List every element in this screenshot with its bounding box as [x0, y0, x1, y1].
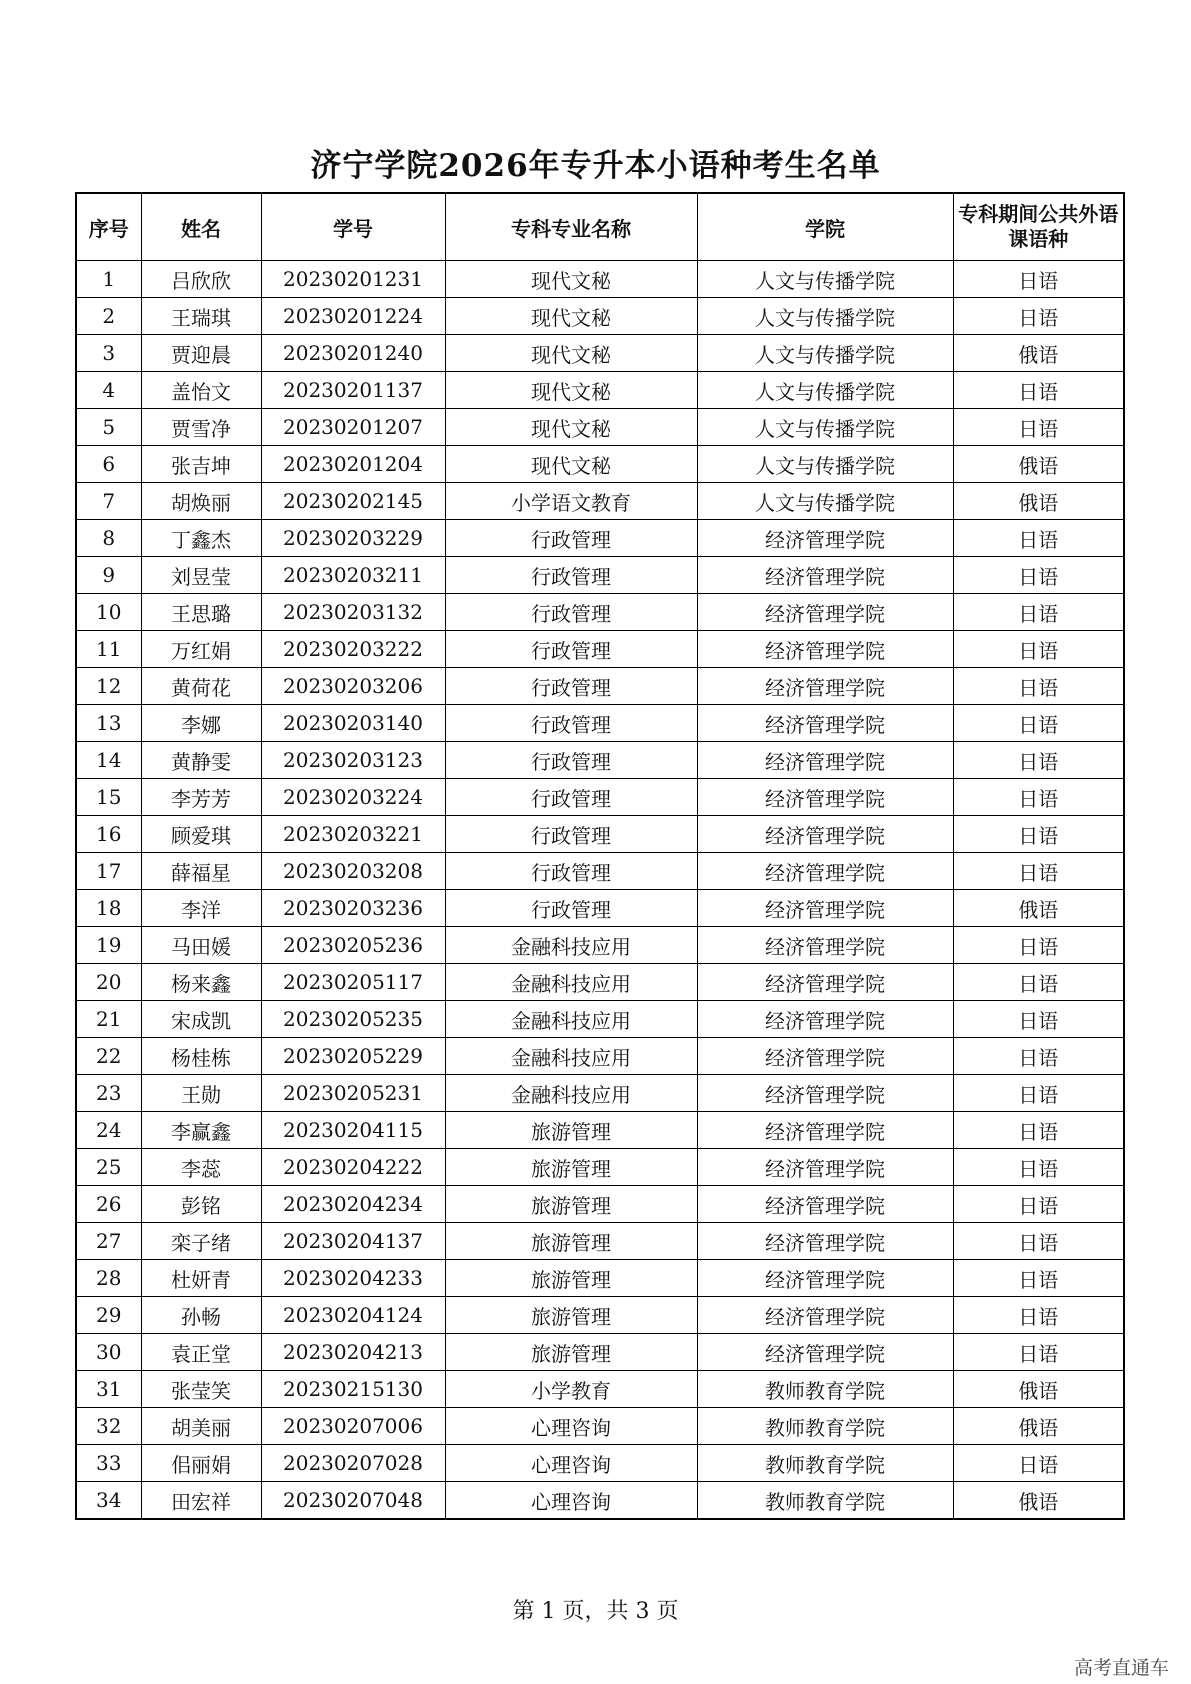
cell-name: 杜妍青: [141, 1260, 261, 1297]
cell-college: 经济管理学院: [697, 1186, 953, 1223]
cell-language: 日语: [953, 1149, 1124, 1186]
cell-name: 万红娟: [141, 631, 261, 668]
cell-college: 经济管理学院: [697, 705, 953, 742]
cell-student-id: 20230207028: [261, 1445, 445, 1482]
page-footer: 第 1 页，共 3 页: [512, 1599, 679, 1624]
cell-college: 教师教育学院: [697, 1371, 953, 1408]
cell-college: 教师教育学院: [697, 1482, 953, 1520]
cell-index: 12: [76, 668, 141, 705]
cell-index: 20: [76, 964, 141, 1001]
cell-language: 日语: [953, 816, 1124, 853]
cell-major: 行政管理: [445, 668, 697, 705]
cell-major: 现代文秘: [445, 372, 697, 409]
cell-language: 日语: [953, 298, 1124, 335]
cell-major: 行政管理: [445, 816, 697, 853]
cell-student-id: 20230205231: [261, 1075, 445, 1112]
cell-name: 宋成凯: [141, 1001, 261, 1038]
table-row: [76, 853, 1124, 890]
cell-name: 彭铭: [141, 1186, 261, 1223]
table-row: [76, 1408, 1124, 1445]
table-row: [76, 927, 1124, 964]
cell-major: 金融科技应用: [445, 1075, 697, 1112]
cell-college: 经济管理学院: [697, 964, 953, 1001]
cell-index: 2: [76, 298, 141, 335]
cell-college: 人文与传播学院: [697, 372, 953, 409]
cell-college: 经济管理学院: [697, 1038, 953, 1075]
cell-student-id: 20230205235: [261, 1001, 445, 1038]
table-row: [76, 1260, 1124, 1297]
cell-major: 行政管理: [445, 853, 697, 890]
cell-name: 栾子绪: [141, 1223, 261, 1260]
cell-language: 日语: [953, 594, 1124, 631]
table-row: [76, 409, 1124, 446]
cell-major: 现代文秘: [445, 335, 697, 372]
table-row: [76, 1186, 1124, 1223]
cell-index: 28: [76, 1260, 141, 1297]
cell-language: 日语: [953, 705, 1124, 742]
cell-name: 李赢鑫: [141, 1112, 261, 1149]
cell-major: 行政管理: [445, 779, 697, 816]
cell-language: 日语: [953, 1001, 1124, 1038]
cell-college: 经济管理学院: [697, 1223, 953, 1260]
cell-index: 10: [76, 594, 141, 631]
cell-college: 经济管理学院: [697, 1149, 953, 1186]
cell-index: 9: [76, 557, 141, 594]
table-row: [76, 1445, 1124, 1482]
cell-index: 5: [76, 409, 141, 446]
cell-college: 经济管理学院: [697, 1075, 953, 1112]
cell-language: 日语: [953, 1297, 1124, 1334]
cell-major: 旅游管理: [445, 1149, 697, 1186]
cell-major: 金融科技应用: [445, 1038, 697, 1075]
cell-index: 13: [76, 705, 141, 742]
watermark-text: 高考直通车: [1073, 1657, 1169, 1679]
cell-student-id: 20230207048: [261, 1482, 445, 1520]
cell-name: 胡焕丽: [141, 483, 261, 520]
header-college: 学院: [697, 193, 953, 261]
cell-language: 日语: [953, 964, 1124, 1001]
cell-name: 袁正堂: [141, 1334, 261, 1371]
cell-major: 心理咨询: [445, 1445, 697, 1482]
cell-major: 金融科技应用: [445, 964, 697, 1001]
cell-college: 经济管理学院: [697, 631, 953, 668]
table-row: [76, 1149, 1124, 1186]
table-row: [76, 668, 1124, 705]
table-row: [76, 372, 1124, 409]
cell-student-id: 20230201231: [261, 261, 445, 298]
cell-language: 日语: [953, 261, 1124, 298]
cell-name: 贾雪净: [141, 409, 261, 446]
cell-index: 17: [76, 853, 141, 890]
cell-major: 心理咨询: [445, 1408, 697, 1445]
cell-college: 经济管理学院: [697, 1001, 953, 1038]
cell-language: 日语: [953, 1223, 1124, 1260]
cell-college: 经济管理学院: [697, 520, 953, 557]
cell-major: 行政管理: [445, 705, 697, 742]
cell-college: 人文与传播学院: [697, 261, 953, 298]
table-row: [76, 816, 1124, 853]
cell-college: 经济管理学院: [697, 668, 953, 705]
cell-student-id: 20230203206: [261, 668, 445, 705]
table-row: [76, 335, 1124, 372]
cell-college: 人文与传播学院: [697, 298, 953, 335]
table-row: [76, 446, 1124, 483]
cell-college: 教师教育学院: [697, 1445, 953, 1482]
cell-college: 教师教育学院: [697, 1408, 953, 1445]
student-roster-table: [75, 192, 1125, 1520]
cell-index: 6: [76, 446, 141, 483]
table-body: [76, 261, 1124, 1520]
cell-name: 黄荷花: [141, 668, 261, 705]
cell-name: 李洋: [141, 890, 261, 927]
cell-college: 经济管理学院: [697, 1112, 953, 1149]
cell-student-id: 20230203221: [261, 816, 445, 853]
cell-student-id: 20230204234: [261, 1186, 445, 1223]
table-row: [76, 742, 1124, 779]
cell-student-id: 20230205229: [261, 1038, 445, 1075]
cell-language: 日语: [953, 1038, 1124, 1075]
cell-language: 日语: [953, 779, 1124, 816]
table-row: [76, 261, 1124, 298]
cell-name: 胡美丽: [141, 1408, 261, 1445]
table-row: [76, 594, 1124, 631]
table-row: [76, 1223, 1124, 1260]
cell-student-id: 20230204222: [261, 1149, 445, 1186]
cell-college: 经济管理学院: [697, 1334, 953, 1371]
table-row: [76, 557, 1124, 594]
cell-language: 日语: [953, 1186, 1124, 1223]
cell-language: 日语: [953, 372, 1124, 409]
cell-college: 人文与传播学院: [697, 483, 953, 520]
table-row: [76, 705, 1124, 742]
cell-index: 30: [76, 1334, 141, 1371]
cell-student-id: 20230201137: [261, 372, 445, 409]
cell-language: 日语: [953, 853, 1124, 890]
cell-name: 张莹笑: [141, 1371, 261, 1408]
cell-language: 俄语: [953, 1371, 1124, 1408]
cell-language: 日语: [953, 631, 1124, 668]
cell-college: 人文与传播学院: [697, 335, 953, 372]
cell-language: 俄语: [953, 446, 1124, 483]
cell-student-id: 20230203229: [261, 520, 445, 557]
cell-index: 31: [76, 1371, 141, 1408]
cell-language: 日语: [953, 1445, 1124, 1482]
cell-index: 18: [76, 890, 141, 927]
cell-student-id: 20230203132: [261, 594, 445, 631]
cell-name: 顾爱琪: [141, 816, 261, 853]
cell-major: 旅游管理: [445, 1297, 697, 1334]
cell-college: 经济管理学院: [697, 557, 953, 594]
cell-index: 24: [76, 1112, 141, 1149]
cell-student-id: 20230203123: [261, 742, 445, 779]
cell-index: 22: [76, 1038, 141, 1075]
header-major: 专科专业名称: [445, 193, 697, 261]
cell-student-id: 20230201240: [261, 335, 445, 372]
table-row: [76, 1001, 1124, 1038]
cell-student-id: 20230215130: [261, 1371, 445, 1408]
cell-student-id: 20230203211: [261, 557, 445, 594]
cell-college: 人文与传播学院: [697, 446, 953, 483]
table-row: [76, 483, 1124, 520]
cell-student-id: 20230203208: [261, 853, 445, 890]
cell-name: 张吉坤: [141, 446, 261, 483]
cell-college: 经济管理学院: [697, 1297, 953, 1334]
cell-student-id: 20230204115: [261, 1112, 445, 1149]
cell-name: 盖怡文: [141, 372, 261, 409]
cell-index: 34: [76, 1482, 141, 1520]
cell-major: 行政管理: [445, 557, 697, 594]
document-title: 济宁学院2026年专升本小语种考生名单: [310, 148, 881, 184]
table-row: [76, 1482, 1124, 1520]
cell-index: 1: [76, 261, 141, 298]
cell-major: 旅游管理: [445, 1223, 697, 1260]
cell-name: 刘昱莹: [141, 557, 261, 594]
cell-name: 王勋: [141, 1075, 261, 1112]
header-index: 序号: [76, 193, 141, 261]
cell-major: 现代文秘: [445, 261, 697, 298]
cell-college: 经济管理学院: [697, 742, 953, 779]
header-name: 姓名: [141, 193, 261, 261]
cell-major: 行政管理: [445, 631, 697, 668]
cell-college: 经济管理学院: [697, 816, 953, 853]
cell-language: 日语: [953, 1260, 1124, 1297]
cell-student-id: 20230202145: [261, 483, 445, 520]
cell-language: 日语: [953, 1334, 1124, 1371]
cell-language: 俄语: [953, 335, 1124, 372]
cell-major: 行政管理: [445, 742, 697, 779]
cell-major: 旅游管理: [445, 1186, 697, 1223]
cell-name: 丁鑫杰: [141, 520, 261, 557]
cell-college: 人文与传播学院: [697, 409, 953, 446]
cell-name: 田宏祥: [141, 1482, 261, 1520]
cell-major: 现代文秘: [445, 409, 697, 446]
cell-language: 俄语: [953, 1408, 1124, 1445]
cell-major: 行政管理: [445, 520, 697, 557]
table-row: [76, 1371, 1124, 1408]
cell-language: 日语: [953, 557, 1124, 594]
cell-index: 27: [76, 1223, 141, 1260]
cell-student-id: 20230201204: [261, 446, 445, 483]
cell-name: 王瑞琪: [141, 298, 261, 335]
cell-major: 旅游管理: [445, 1260, 697, 1297]
cell-name: 贾迎晨: [141, 335, 261, 372]
cell-language: 日语: [953, 520, 1124, 557]
table-row: [76, 1038, 1124, 1075]
table-row: [76, 1297, 1124, 1334]
table-row: [76, 1334, 1124, 1371]
cell-index: 14: [76, 742, 141, 779]
cell-index: 19: [76, 927, 141, 964]
cell-major: 金融科技应用: [445, 1001, 697, 1038]
cell-name: 李蕊: [141, 1149, 261, 1186]
cell-index: 29: [76, 1297, 141, 1334]
cell-name: 李娜: [141, 705, 261, 742]
cell-index: 4: [76, 372, 141, 409]
cell-index: 3: [76, 335, 141, 372]
table-row: [76, 298, 1124, 335]
cell-name: 杨桂栋: [141, 1038, 261, 1075]
cell-college: 经济管理学院: [697, 779, 953, 816]
cell-student-id: 20230203222: [261, 631, 445, 668]
cell-name: 马田媛: [141, 927, 261, 964]
header-student-id: 学号: [261, 193, 445, 261]
cell-student-id: 20230205236: [261, 927, 445, 964]
header-language: 专科期间公共外语课语种: [953, 193, 1124, 261]
cell-index: 23: [76, 1075, 141, 1112]
cell-college: 经济管理学院: [697, 853, 953, 890]
cell-language: 俄语: [953, 483, 1124, 520]
cell-major: 小学语文教育: [445, 483, 697, 520]
cell-student-id: 20230204137: [261, 1223, 445, 1260]
cell-language: 日语: [953, 1112, 1124, 1149]
cell-major: 小学教育: [445, 1371, 697, 1408]
cell-major: 行政管理: [445, 890, 697, 927]
cell-index: 21: [76, 1001, 141, 1038]
cell-major: 旅游管理: [445, 1112, 697, 1149]
cell-college: 经济管理学院: [697, 927, 953, 964]
table-row: [76, 779, 1124, 816]
cell-major: 现代文秘: [445, 298, 697, 335]
cell-index: 11: [76, 631, 141, 668]
table-header-row: [76, 193, 1124, 261]
cell-college: 经济管理学院: [697, 890, 953, 927]
cell-student-id: 20230207006: [261, 1408, 445, 1445]
cell-name: 佀丽娟: [141, 1445, 261, 1482]
cell-language: 日语: [953, 1075, 1124, 1112]
cell-student-id: 20230203140: [261, 705, 445, 742]
cell-name: 杨来鑫: [141, 964, 261, 1001]
cell-index: 25: [76, 1149, 141, 1186]
table-row: [76, 1075, 1124, 1112]
table-row: [76, 520, 1124, 557]
cell-student-id: 20230203224: [261, 779, 445, 816]
cell-student-id: 20230204233: [261, 1260, 445, 1297]
table-row: [76, 964, 1124, 1001]
cell-index: 16: [76, 816, 141, 853]
cell-student-id: 20230204213: [261, 1334, 445, 1371]
cell-student-id: 20230201207: [261, 409, 445, 446]
cell-index: 33: [76, 1445, 141, 1482]
cell-major: 金融科技应用: [445, 927, 697, 964]
cell-college: 经济管理学院: [697, 1260, 953, 1297]
cell-major: 行政管理: [445, 594, 697, 631]
cell-language: 俄语: [953, 890, 1124, 927]
cell-language: 日语: [953, 927, 1124, 964]
cell-name: 孙畅: [141, 1297, 261, 1334]
cell-index: 15: [76, 779, 141, 816]
table-row: [76, 1112, 1124, 1149]
cell-language: 俄语: [953, 1482, 1124, 1520]
cell-student-id: 20230201224: [261, 298, 445, 335]
cell-major: 现代文秘: [445, 446, 697, 483]
cell-index: 8: [76, 520, 141, 557]
cell-major: 心理咨询: [445, 1482, 697, 1520]
table-row: [76, 631, 1124, 668]
cell-student-id: 20230204124: [261, 1297, 445, 1334]
cell-name: 薛福星: [141, 853, 261, 890]
cell-student-id: 20230203236: [261, 890, 445, 927]
cell-language: 日语: [953, 668, 1124, 705]
cell-language: 日语: [953, 409, 1124, 446]
cell-name: 王思璐: [141, 594, 261, 631]
cell-college: 经济管理学院: [697, 594, 953, 631]
cell-index: 32: [76, 1408, 141, 1445]
cell-index: 7: [76, 483, 141, 520]
cell-student-id: 20230205117: [261, 964, 445, 1001]
cell-language: 日语: [953, 742, 1124, 779]
table-row: [76, 890, 1124, 927]
cell-index: 26: [76, 1186, 141, 1223]
cell-name: 吕欣欣: [141, 261, 261, 298]
cell-major: 旅游管理: [445, 1334, 697, 1371]
cell-name: 黄静雯: [141, 742, 261, 779]
cell-name: 李芳芳: [141, 779, 261, 816]
